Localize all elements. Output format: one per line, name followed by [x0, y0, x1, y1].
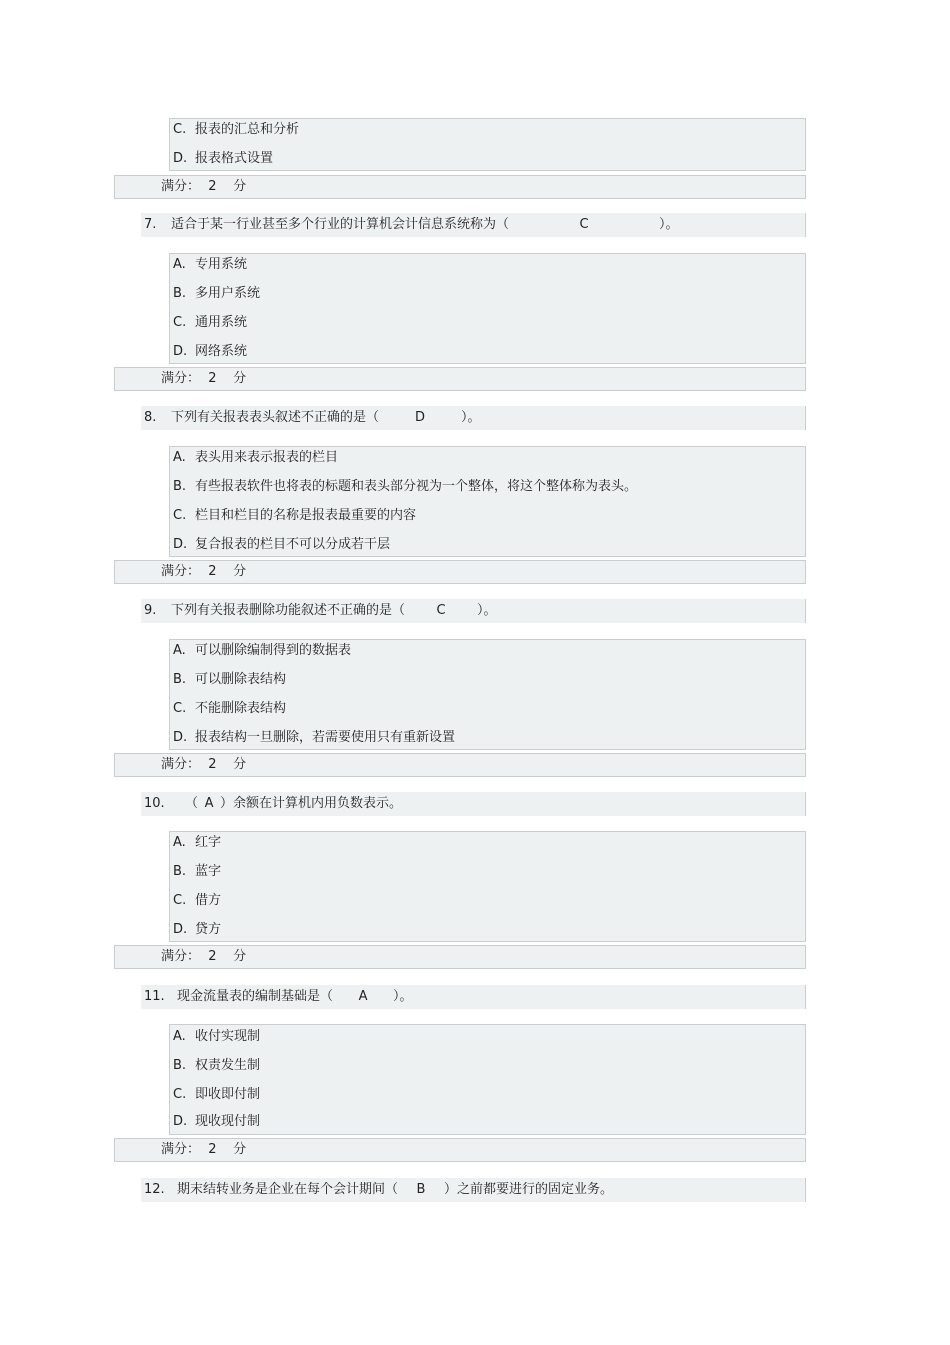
q10-options — [169, 831, 806, 942]
q10-option-d[interactable] — [173, 920, 221, 940]
option-text: 复合报表的栏目不可以分成若干层 — [195, 537, 391, 552]
q9-score-bar — [114, 753, 806, 777]
q9-option-d[interactable] — [173, 728, 455, 748]
q11-option-a[interactable] — [173, 1027, 260, 1047]
q7-number: 7. — [144, 217, 157, 232]
option-letter: A. — [173, 257, 186, 272]
option-letter: A. — [173, 450, 186, 465]
option-text: 多用户系统 — [195, 286, 261, 301]
option-text: 权责发生制 — [195, 1058, 261, 1073]
q7-option-a[interactable] — [173, 255, 247, 275]
q12-number: 12. — [144, 1182, 165, 1197]
q9-question — [141, 599, 806, 623]
q11-options — [169, 1024, 806, 1135]
q7-stem-end: ）。 — [659, 217, 679, 232]
option-text: 通用系统 — [195, 315, 248, 330]
q9-option-a[interactable] — [173, 641, 351, 661]
q11-option-c[interactable] — [173, 1085, 260, 1105]
q7-option-d[interactable] — [173, 342, 247, 362]
option-text: 可以删除表结构 — [195, 672, 287, 687]
q10-option-c[interactable] — [173, 891, 221, 911]
q8-text — [171, 406, 481, 430]
q9-score: 满分： 2 分 — [161, 757, 247, 772]
q8-option-d[interactable] — [173, 535, 390, 555]
q7-text — [171, 213, 679, 237]
option-letter: C. — [173, 701, 187, 716]
option-text: 报表结构一旦删除，若需要使用只有重新设置 — [195, 730, 456, 745]
option-text: 不能删除表结构 — [195, 701, 287, 716]
option-letter: C. — [173, 1087, 187, 1102]
option-text: 蓝字 — [195, 864, 222, 879]
q6-options — [169, 118, 806, 171]
q7-score: 满分： 2 分 — [161, 371, 247, 386]
option-text: 贷方 — [195, 922, 222, 937]
option-text: 借方 — [195, 893, 222, 908]
q11-text — [177, 985, 413, 1009]
q10-score: 满分： 2 分 — [161, 949, 247, 964]
option-letter: D. — [173, 922, 188, 937]
q8-option-b[interactable] — [173, 477, 637, 497]
q8-question — [141, 406, 806, 430]
option-letter: D. — [173, 730, 188, 745]
option-letter: B. — [173, 672, 187, 687]
q12-answer: B — [416, 1182, 426, 1197]
q10-answer: A — [204, 796, 214, 811]
q11-number: 11. — [144, 989, 165, 1004]
option-text: 栏目和栏目的名称是报表最重要的内容 — [195, 508, 417, 523]
option-letter: B. — [173, 286, 187, 301]
q7-options — [169, 253, 806, 364]
q11-score-bar — [114, 1138, 806, 1162]
q8-stem-end: ）。 — [461, 410, 481, 425]
q9-options — [169, 639, 806, 750]
option-letter: B. — [173, 479, 187, 494]
option-letter: C. — [173, 315, 187, 330]
q8-score: 满分： 2 分 — [161, 564, 247, 579]
option-letter: D. — [173, 537, 188, 552]
q7-option-c[interactable] — [173, 313, 247, 333]
option-text: 可以删除编制得到的数据表 — [195, 643, 352, 658]
q9-option-b[interactable] — [173, 670, 286, 690]
q10-stem: （ — [185, 796, 199, 811]
q9-number: 9. — [144, 603, 157, 618]
option-letter: C. — [173, 122, 187, 137]
q7-option-b[interactable] — [173, 284, 260, 304]
q12-question — [141, 1178, 806, 1202]
q9-stem: 下列有关报表删除功能叙述不正确的是（ — [171, 603, 406, 618]
q11-option-d[interactable] — [173, 1112, 260, 1132]
q7-answer: C — [579, 217, 589, 232]
q6-option-c[interactable] — [173, 120, 299, 140]
q12-stem-end: ）之前都要进行的固定业务。 — [444, 1182, 614, 1197]
q10-option-a[interactable] — [173, 833, 221, 853]
q11-score: 满分： 2 分 — [161, 1142, 247, 1157]
q9-stem-end: ）。 — [477, 603, 497, 618]
q10-text — [185, 792, 402, 816]
option-text: 报表的汇总和分析 — [195, 122, 300, 137]
q10-score-bar — [114, 945, 806, 969]
option-letter: C. — [173, 508, 187, 523]
q6-option-d[interactable] — [173, 149, 273, 169]
q9-option-c[interactable] — [173, 699, 286, 719]
q9-text — [171, 599, 497, 623]
option-letter: A. — [173, 1029, 186, 1044]
option-letter: D. — [173, 344, 188, 359]
option-text: 收付实现制 — [195, 1029, 261, 1044]
option-letter: D. — [173, 1114, 188, 1129]
q6-score: 满分： 2 分 — [161, 179, 247, 194]
q11-question — [141, 985, 806, 1009]
q7-question — [141, 213, 806, 237]
option-letter: B. — [173, 864, 187, 879]
option-text: 报表格式设置 — [195, 151, 274, 166]
option-letter: A. — [173, 835, 186, 850]
q8-answer: D — [415, 410, 426, 425]
q8-stem: 下列有关报表表头叙述不正确的是（ — [171, 410, 380, 425]
option-text: 红字 — [195, 835, 222, 850]
q8-options — [169, 446, 806, 557]
q6-score-bar — [114, 175, 806, 199]
option-text: 表头用来表示报表的栏目 — [195, 450, 339, 465]
option-letter: B. — [173, 1058, 187, 1073]
q8-score-bar — [114, 560, 806, 584]
q8-number: 8. — [144, 410, 157, 425]
q12-stem: 期末结转业务是企业在每个会计期间（ — [177, 1182, 399, 1197]
q9-answer: C — [436, 603, 446, 618]
q11-stem-end: ）。 — [393, 989, 413, 1004]
q8-option-c[interactable] — [173, 506, 416, 526]
q10-stem-end: ）余额在计算机内用负数表示。 — [220, 796, 403, 811]
q11-stem: 现金流量表的编制基础是（ — [177, 989, 334, 1004]
q7-stem: 适合于某一行业甚至多个行业的计算机会计信息系统称为（ — [171, 217, 510, 232]
option-text: 即收即付制 — [195, 1087, 261, 1102]
q8-option-a[interactable] — [173, 448, 338, 468]
option-text: 网络系统 — [195, 344, 248, 359]
option-letter: A. — [173, 643, 186, 658]
option-text: 专用系统 — [195, 257, 248, 272]
option-letter: C. — [173, 893, 187, 908]
q12-text — [177, 1178, 613, 1202]
q7-score-bar — [114, 367, 806, 391]
q11-answer: A — [358, 989, 368, 1004]
q11-option-b[interactable] — [173, 1056, 260, 1076]
option-text: 有些报表软件也将表的标题和表头部分视为一个整体，将这个整体称为表头。 — [195, 479, 638, 494]
option-text: 现收现付制 — [195, 1114, 261, 1129]
option-letter: D. — [173, 151, 188, 166]
q10-option-b[interactable] — [173, 862, 221, 882]
q10-number: 10. — [144, 796, 165, 811]
q10-question — [141, 792, 806, 816]
